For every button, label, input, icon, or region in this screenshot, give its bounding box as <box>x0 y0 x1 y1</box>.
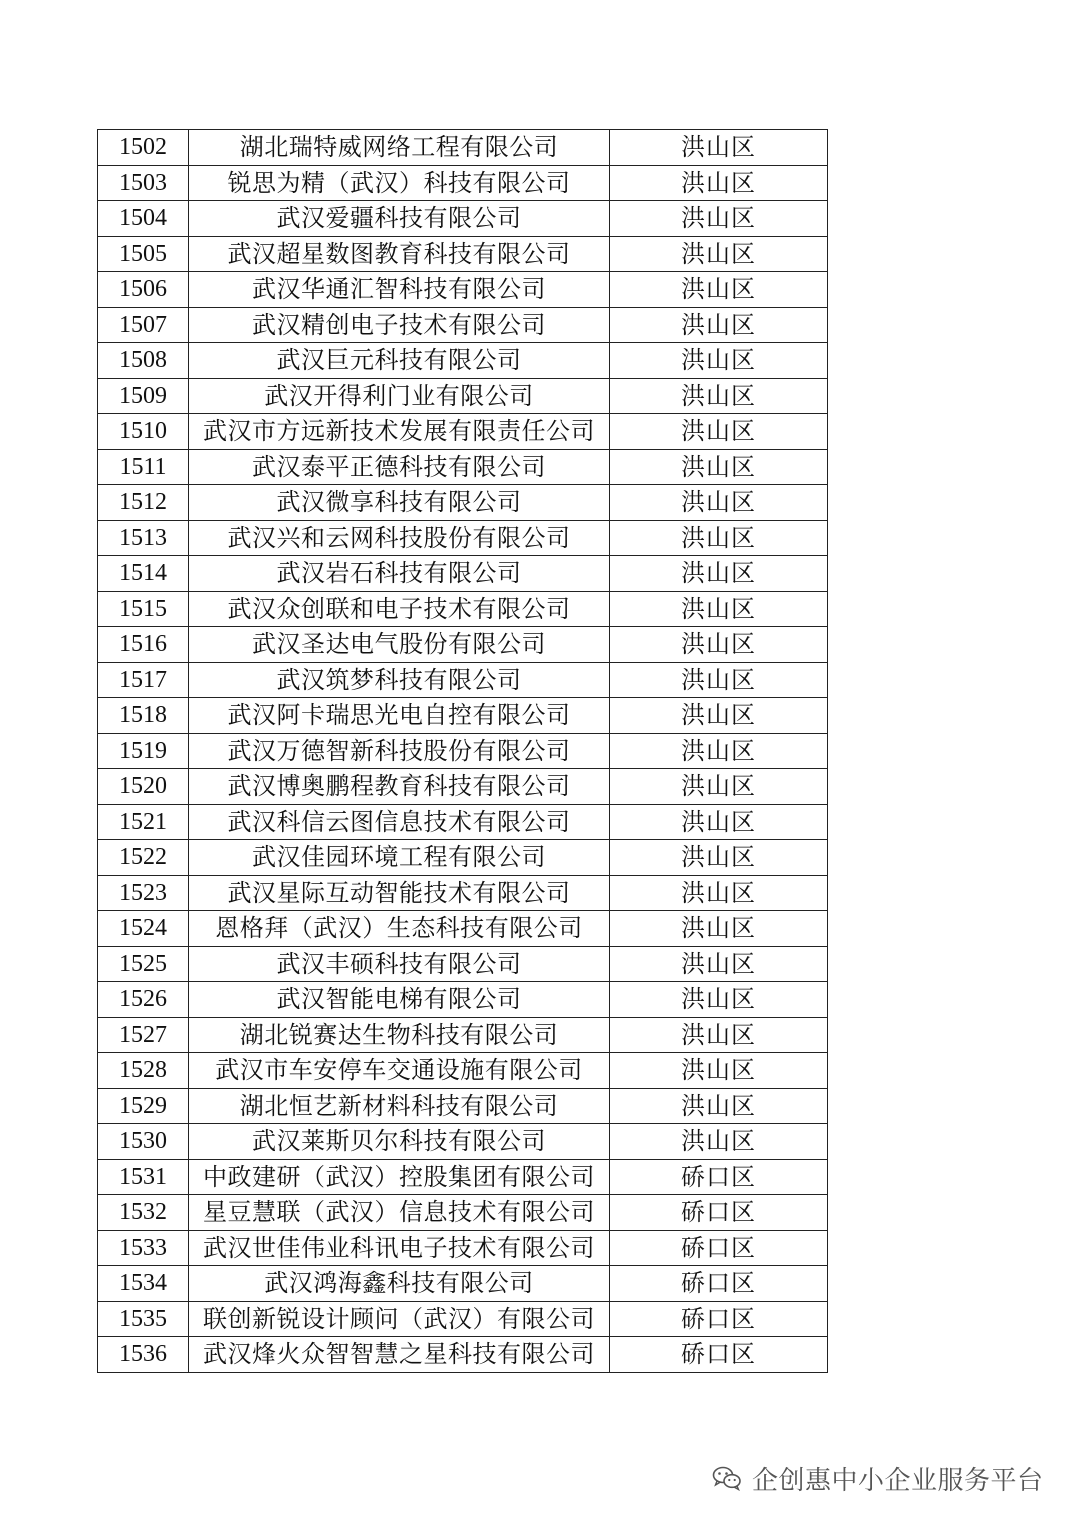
district-cell: 硚口区 <box>610 1230 828 1266</box>
row-number-cell: 1513 <box>98 520 189 556</box>
company-name-cell: 湖北瑞特威网络工程有限公司 <box>189 130 610 166</box>
row-number-cell: 1514 <box>98 556 189 592</box>
district-cell: 洪山区 <box>610 1124 828 1160</box>
district-cell: 洪山区 <box>610 591 828 627</box>
row-number-cell: 1526 <box>98 982 189 1018</box>
table-row <box>98 698 828 734</box>
company-name-cell: 武汉鸿海鑫科技有限公司 <box>189 1266 610 1302</box>
district-cell: 硚口区 <box>610 1195 828 1231</box>
row-number-cell: 1532 <box>98 1195 189 1231</box>
row-number-cell: 1536 <box>98 1337 189 1373</box>
table-row <box>98 201 828 237</box>
company-name-cell: 武汉星际互动智能技术有限公司 <box>189 875 610 911</box>
row-number-cell: 1530 <box>98 1124 189 1160</box>
company-name-cell: 武汉市方远新技术发展有限责任公司 <box>189 414 610 450</box>
row-number-cell: 1502 <box>98 130 189 166</box>
district-cell: 洪山区 <box>610 840 828 876</box>
district-cell: 硚口区 <box>610 1337 828 1373</box>
district-cell: 洪山区 <box>610 343 828 379</box>
company-name-cell: 武汉市车安停车交通设施有限公司 <box>189 1053 610 1089</box>
company-name-cell: 武汉泰平正德科技有限公司 <box>189 449 610 485</box>
company-name-cell: 武汉博奥鹏程教育科技有限公司 <box>189 769 610 805</box>
company-name-cell: 武汉智能电梯有限公司 <box>189 982 610 1018</box>
table-row <box>98 1266 828 1302</box>
table-row <box>98 662 828 698</box>
district-cell: 洪山区 <box>610 414 828 450</box>
district-cell: 洪山区 <box>610 130 828 166</box>
company-name-cell: 武汉巨元科技有限公司 <box>189 343 610 379</box>
row-number-cell: 1520 <box>98 769 189 805</box>
company-name-cell: 锐思为精（武汉）科技有限公司 <box>189 165 610 201</box>
district-cell: 洪山区 <box>610 378 828 414</box>
district-cell: 洪山区 <box>610 875 828 911</box>
district-cell: 洪山区 <box>610 911 828 947</box>
district-cell: 洪山区 <box>610 627 828 663</box>
district-cell: 硚口区 <box>610 1266 828 1302</box>
company-name-cell: 武汉超星数图教育科技有限公司 <box>189 236 610 272</box>
table-row <box>98 769 828 805</box>
table-row <box>98 130 828 166</box>
table-row <box>98 1124 828 1160</box>
row-number-cell: 1535 <box>98 1301 189 1337</box>
wechat-watermark <box>712 1458 1044 1498</box>
district-cell: 洪山区 <box>610 662 828 698</box>
company-name-cell: 武汉岩石科技有限公司 <box>189 556 610 592</box>
table-row <box>98 307 828 343</box>
table-row <box>98 1053 828 1089</box>
company-name-cell: 中政建研（武汉）控股集团有限公司 <box>189 1159 610 1195</box>
row-number-cell: 1506 <box>98 272 189 308</box>
table-row <box>98 1301 828 1337</box>
row-number-cell: 1517 <box>98 662 189 698</box>
company-name-cell: 武汉开得利门业有限公司 <box>189 378 610 414</box>
table-row <box>98 875 828 911</box>
district-cell: 洪山区 <box>610 769 828 805</box>
company-name-cell: 武汉圣达电气股份有限公司 <box>189 627 610 663</box>
watermark-text: 企创惠中小企业服务平台 <box>752 1465 1044 1496</box>
table-row <box>98 1195 828 1231</box>
district-cell: 洪山区 <box>610 272 828 308</box>
table-row <box>98 520 828 556</box>
row-number-cell: 1505 <box>98 236 189 272</box>
table-row <box>98 414 828 450</box>
table-row <box>98 165 828 201</box>
row-number-cell: 1507 <box>98 307 189 343</box>
district-cell: 洪山区 <box>610 1017 828 1053</box>
table-row <box>98 982 828 1018</box>
row-number-cell: 1504 <box>98 201 189 237</box>
row-number-cell: 1503 <box>98 165 189 201</box>
row-number-cell: 1512 <box>98 485 189 521</box>
district-cell: 洪山区 <box>610 307 828 343</box>
company-name-cell: 湖北锐赛达生物科技有限公司 <box>189 1017 610 1053</box>
table-row <box>98 343 828 379</box>
company-name-cell: 武汉兴和云网科技股份有限公司 <box>189 520 610 556</box>
table-row <box>98 804 828 840</box>
district-cell: 洪山区 <box>610 1053 828 1089</box>
district-cell: 洪山区 <box>610 1088 828 1124</box>
row-number-cell: 1515 <box>98 591 189 627</box>
table-row <box>98 485 828 521</box>
company-name-cell: 联创新锐设计顾问（武汉）有限公司 <box>189 1301 610 1337</box>
table-row <box>98 1017 828 1053</box>
district-cell: 洪山区 <box>610 733 828 769</box>
row-number-cell: 1516 <box>98 627 189 663</box>
company-name-cell: 武汉佳园环境工程有限公司 <box>189 840 610 876</box>
company-name-cell: 湖北恒艺新材料科技有限公司 <box>189 1088 610 1124</box>
district-cell: 洪山区 <box>610 946 828 982</box>
table-row <box>98 378 828 414</box>
row-number-cell: 1521 <box>98 804 189 840</box>
district-cell: 洪山区 <box>610 556 828 592</box>
company-name-cell: 武汉微享科技有限公司 <box>189 485 610 521</box>
row-number-cell: 1523 <box>98 875 189 911</box>
row-number-cell: 1534 <box>98 1266 189 1302</box>
row-number-cell: 1527 <box>98 1017 189 1053</box>
table-row <box>98 1159 828 1195</box>
company-name-cell: 武汉筑梦科技有限公司 <box>189 662 610 698</box>
district-cell: 硚口区 <box>610 1301 828 1337</box>
table-row <box>98 1337 828 1373</box>
district-cell: 洪山区 <box>610 236 828 272</box>
company-name-cell: 武汉烽火众智智慧之星科技有限公司 <box>189 1337 610 1373</box>
row-number-cell: 1511 <box>98 449 189 485</box>
row-number-cell: 1510 <box>98 414 189 450</box>
row-number-cell: 1525 <box>98 946 189 982</box>
district-cell: 洪山区 <box>610 165 828 201</box>
company-name-cell: 武汉万德智新科技股份有限公司 <box>189 733 610 769</box>
row-number-cell: 1528 <box>98 1053 189 1089</box>
district-cell: 洪山区 <box>610 982 828 1018</box>
company-name-cell: 武汉世佳伟业科讯电子技术有限公司 <box>189 1230 610 1266</box>
district-cell: 洪山区 <box>610 449 828 485</box>
row-number-cell: 1519 <box>98 733 189 769</box>
company-name-cell: 武汉爱疆科技有限公司 <box>189 201 610 237</box>
company-name-cell: 武汉众创联和电子技术有限公司 <box>189 591 610 627</box>
row-number-cell: 1524 <box>98 911 189 947</box>
company-list-table <box>97 129 828 1373</box>
district-cell: 洪山区 <box>610 804 828 840</box>
company-name-cell: 星豆慧联（武汉）信息技术有限公司 <box>189 1195 610 1231</box>
row-number-cell: 1518 <box>98 698 189 734</box>
table-row <box>98 840 828 876</box>
company-name-cell: 武汉丰硕科技有限公司 <box>189 946 610 982</box>
row-number-cell: 1531 <box>98 1159 189 1195</box>
district-cell: 洪山区 <box>610 698 828 734</box>
table-row <box>98 733 828 769</box>
table-row <box>98 946 828 982</box>
row-number-cell: 1522 <box>98 840 189 876</box>
table-body <box>98 130 828 1373</box>
company-name-cell: 武汉精创电子技术有限公司 <box>189 307 610 343</box>
wechat-icon <box>712 1465 742 1491</box>
row-number-cell: 1508 <box>98 343 189 379</box>
table-row <box>98 911 828 947</box>
district-cell: 洪山区 <box>610 201 828 237</box>
company-name-cell: 武汉莱斯贝尔科技有限公司 <box>189 1124 610 1160</box>
district-cell: 硚口区 <box>610 1159 828 1195</box>
row-number-cell: 1529 <box>98 1088 189 1124</box>
row-number-cell: 1509 <box>98 378 189 414</box>
district-cell: 洪山区 <box>610 485 828 521</box>
table-row <box>98 556 828 592</box>
table-row <box>98 591 828 627</box>
table-row <box>98 1230 828 1266</box>
company-name-cell: 武汉华通汇智科技有限公司 <box>189 272 610 308</box>
table-row <box>98 627 828 663</box>
company-name-cell: 恩格拜（武汉）生态科技有限公司 <box>189 911 610 947</box>
table-row <box>98 1088 828 1124</box>
table-row <box>98 272 828 308</box>
row-number-cell: 1533 <box>98 1230 189 1266</box>
table-row <box>98 236 828 272</box>
company-name-cell: 武汉阿卡瑞思光电自控有限公司 <box>189 698 610 734</box>
table-row <box>98 449 828 485</box>
district-cell: 洪山区 <box>610 520 828 556</box>
company-name-cell: 武汉科信云图信息技术有限公司 <box>189 804 610 840</box>
